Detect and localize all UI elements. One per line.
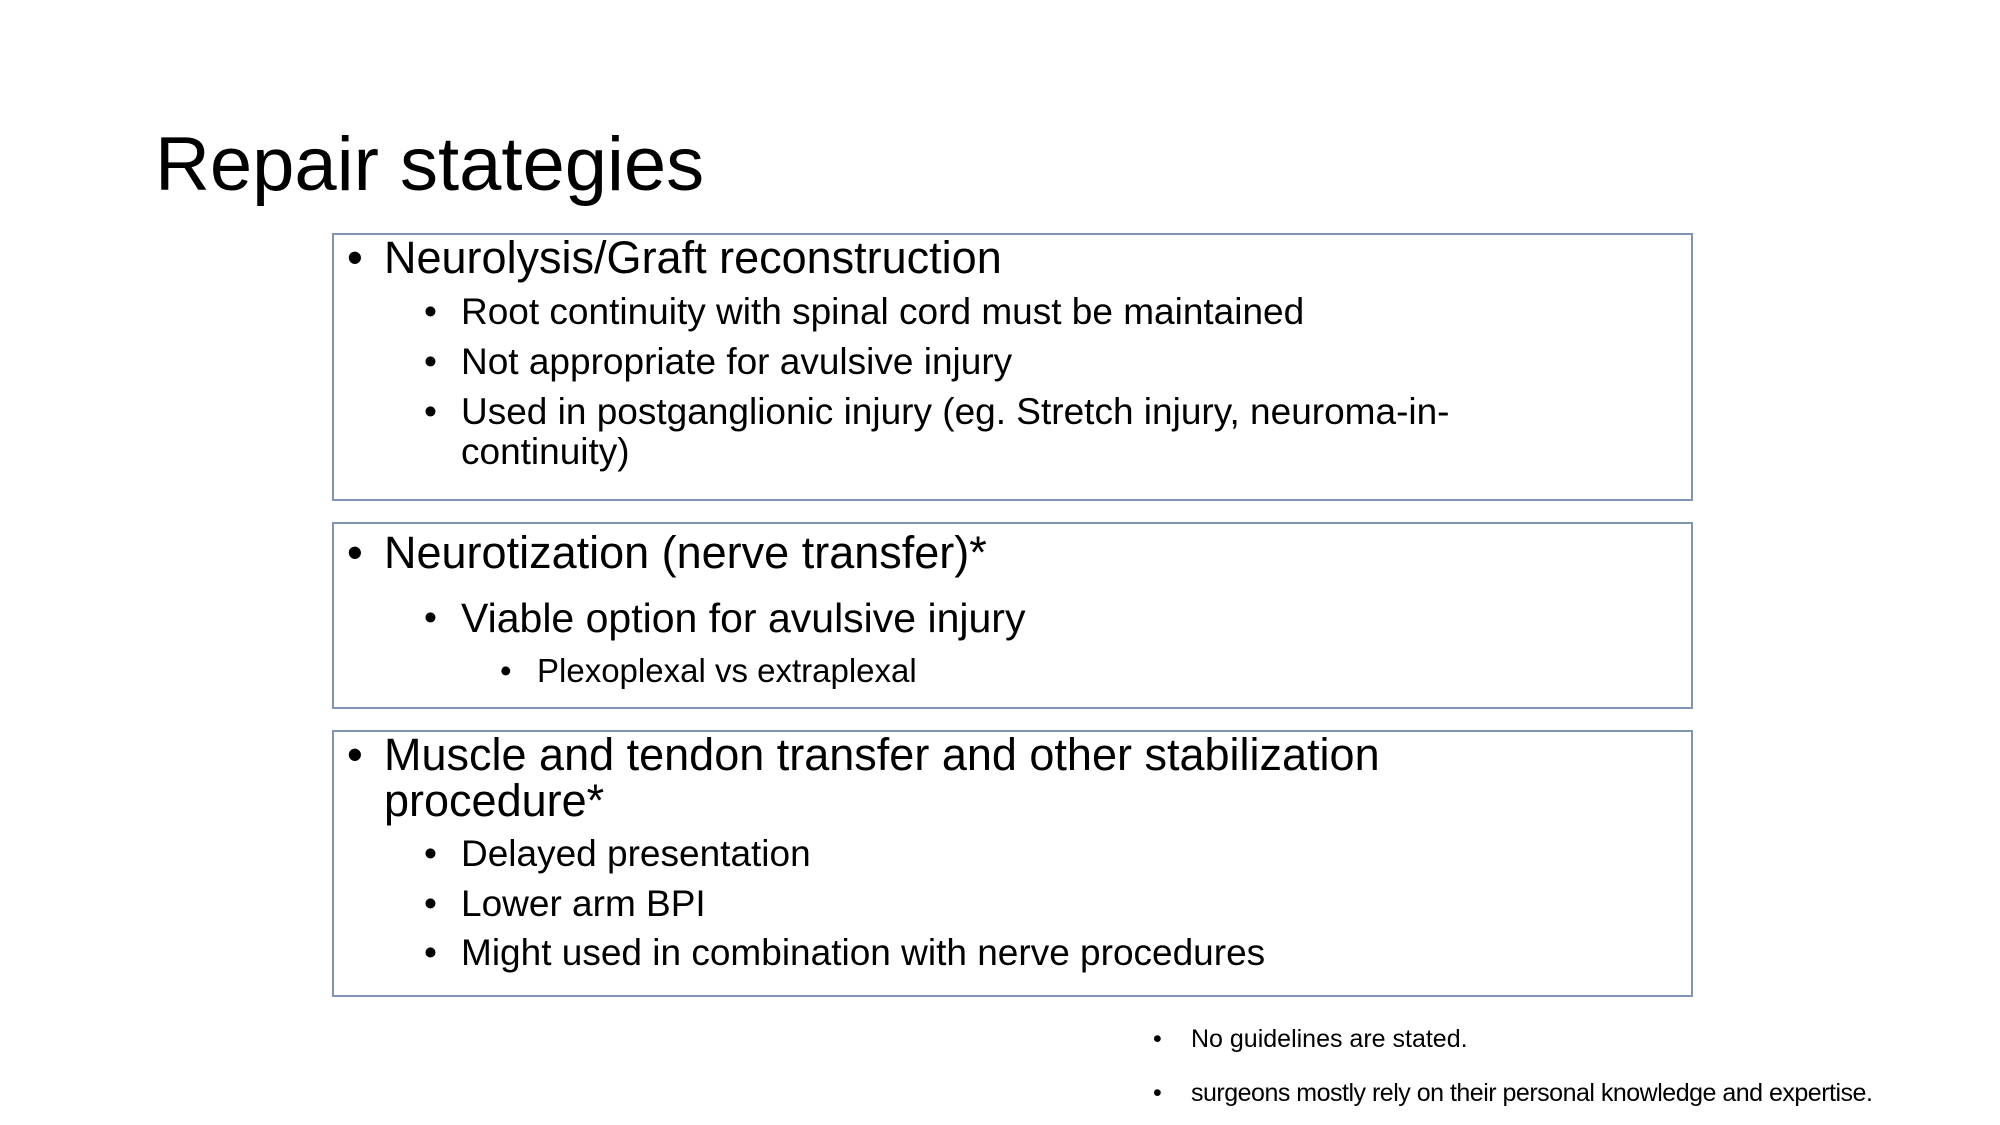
list-item: Used in postganglionic injury (eg. Stretch injury, neuroma-in-: [461, 391, 1450, 432]
list-item: Not appropriate for avulsive injury: [461, 341, 1013, 382]
bullet: •: [500, 652, 512, 689]
bullet: •: [347, 729, 363, 780]
heading-continuation: procedure*: [384, 775, 605, 826]
list-item-continuation: continuity): [461, 431, 630, 472]
bullet: •: [424, 883, 437, 924]
list-item: Delayed presentation: [461, 833, 811, 874]
heading-muscle-tendon: Muscle and tendon transfer and other stabilization: [384, 729, 1380, 780]
bullet: •: [424, 597, 437, 638]
list-item: Root continuity with spinal cord must be maintained: [461, 291, 1305, 332]
footnote: No guidelines are stated.: [1191, 1025, 1468, 1053]
heading-neurolysis: Neurolysis/Graft reconstruction: [384, 232, 1002, 283]
bullet: •: [424, 341, 437, 382]
footnote: surgeons mostly rely on their personal knowledge and expertise.: [1191, 1079, 1873, 1107]
bullet: •: [347, 232, 363, 283]
bullet: •: [1153, 1025, 1162, 1053]
bullet: •: [1153, 1079, 1162, 1107]
bullet: •: [424, 391, 437, 432]
slide-title: Repair stategies: [155, 122, 705, 207]
heading-neurotization: Neurotization (nerve transfer)*: [384, 527, 987, 578]
bullet: •: [347, 527, 363, 578]
list-item: Viable option for avulsive injury: [461, 595, 1026, 641]
list-item: Lower arm BPI: [461, 883, 706, 924]
list-item: Might used in combination with nerve procedures: [461, 932, 1266, 973]
sub-list-item: Plexoplexal vs extraplexal: [537, 652, 917, 689]
bullet: •: [424, 833, 437, 874]
bullet: •: [424, 932, 437, 973]
bullet: •: [424, 291, 437, 332]
